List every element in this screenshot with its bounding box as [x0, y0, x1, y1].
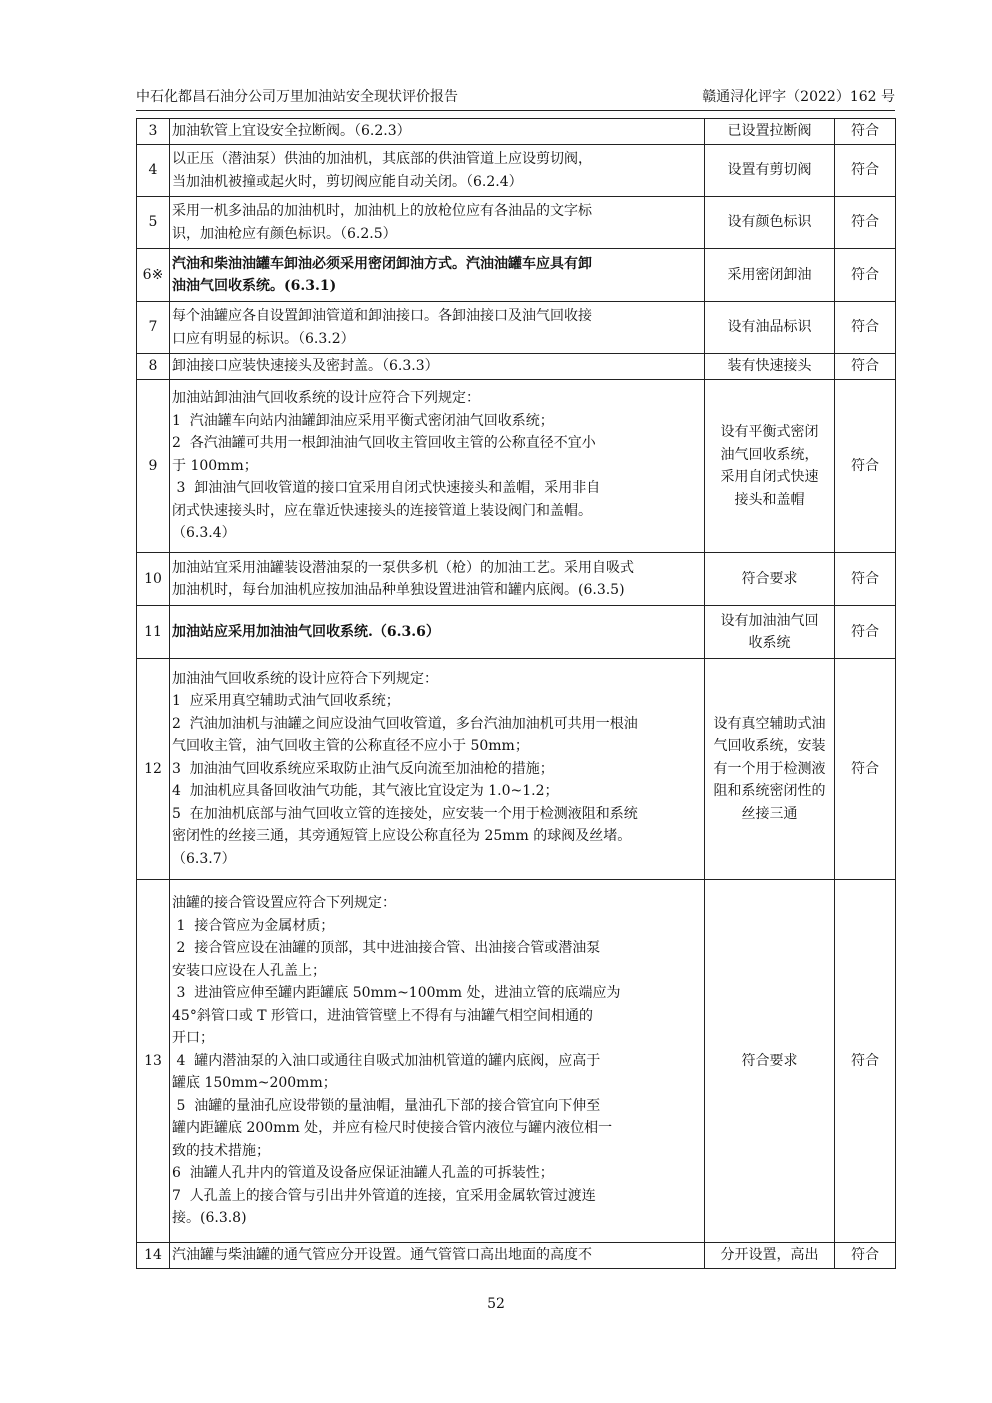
result-cell: 符合 — [835, 249, 896, 302]
result-cell: 符合 — [835, 380, 896, 553]
row-number: 6※ — [137, 249, 170, 302]
result-cell: 符合 — [835, 197, 896, 249]
situation-line: 丝接三通 — [741, 805, 798, 822]
requirement-line: 加油机时，每台加油机应按加油品种单独设置进油管和罐内底阀。(6.3.5) — [172, 582, 625, 598]
requirement-line: 5 在加油机底部与油气回收立管的连接处，应安装一个用于检测液阻和系统 — [172, 805, 638, 822]
actual-situation-cell — [705, 302, 835, 354]
actual-situation-cell — [705, 145, 835, 197]
requirement-line: 1 汽油罐车向站内油罐卸油应采用平衡式密闭油气回收系统； — [172, 412, 554, 429]
result-cell: 符合 — [835, 354, 896, 380]
inspection-table — [136, 118, 896, 1269]
requirement-line: 油油气回收系统。(6.3.1) — [172, 278, 337, 294]
requirement-line: 安装口应设在人孔盖上； — [172, 962, 326, 979]
requirement-line: 口应有明显的标识。（6.3.2） — [172, 330, 355, 347]
requirement-line: 汽油和柴油油罐车卸油必须采用密闭卸油方式。汽油油罐车应具有卸 — [172, 255, 592, 272]
actual-situation-cell — [705, 606, 835, 659]
table-row — [137, 119, 896, 145]
requirement-line: 3 进油管应伸至罐内距罐底 50mm~100mm 处，进油立管的底端应为 — [172, 985, 621, 1002]
requirement-line: 加油软管上宜设安全拉断阀。（6.2.3） — [172, 123, 411, 140]
row-number: 5 — [137, 197, 170, 249]
requirement-line: 2 接合管应设在油罐的顶部，其中进油接合管、出油接合管或潜油泵 — [172, 940, 601, 957]
result-cell: 符合 — [835, 553, 896, 606]
table-row — [137, 302, 896, 354]
requirement-line: 汽油罐与柴油罐的通气管应分开设置。通气管管口高出地面的高度不 — [172, 1247, 592, 1264]
table-row — [137, 145, 896, 197]
requirement-line: 加油站卸油油气回收系统的设计应符合下列规定： — [172, 390, 480, 407]
row-number: 3 — [137, 119, 170, 145]
situation-line: 气回收系统，安装 — [713, 738, 826, 755]
page-number: 52 — [487, 1296, 505, 1312]
situation-line: 油气回收系统， — [720, 446, 819, 463]
actual-situation-cell — [705, 380, 835, 553]
requirement-cell — [170, 119, 705, 145]
table-row — [137, 197, 896, 249]
table-row — [137, 354, 896, 380]
requirement-line: 3 卸油油气回收管道的接口宜采用自闭式快速接头和盖帽，采用非自 — [172, 480, 601, 497]
requirement-line: 接。(6.3.8) — [172, 1210, 247, 1227]
requirement-line: 开口； — [172, 1030, 214, 1047]
requirement-line: 3 加油油气回收系统应采取防止油气反向流至加油枪的措施； — [172, 760, 554, 777]
requirement-line: 采用一机多油品的加油机时，加油机上的放枪位应有各油品的文字标 — [172, 203, 592, 219]
requirement-cell — [170, 354, 705, 380]
actual-situation-cell — [705, 1243, 835, 1269]
table-row — [137, 249, 896, 302]
requirement-line: 2 各汽油罐可共用一根卸油油气回收主管回收主管的公称直径不宜小 — [172, 435, 596, 452]
requirement-line: 2 汽油加油机与油罐之间应设油气回收管道，多台汽油加油机可共用一根油 — [172, 715, 638, 732]
situation-line: 设有颜色标识 — [727, 214, 812, 231]
actual-situation-cell — [705, 553, 835, 606]
requirement-line: 于 100mm； — [172, 457, 258, 474]
requirement-line: 油罐的接合管设置应符合下列规定： — [172, 895, 396, 912]
requirement-line: 6 油罐人孔井内的管道及设备应保证油罐人孔盖的可拆装性； — [172, 1165, 554, 1182]
requirement-line: 卸油接口应装快速接头及密封盖。（6.3.3） — [172, 358, 439, 375]
requirement-line: 7 人孔盖上的接合管与引出井外管道的连接，宜采用金属软管过渡连 — [172, 1187, 596, 1204]
row-number: 9 — [137, 380, 170, 553]
row-number: 7 — [137, 302, 170, 354]
requirement-line: 1 应采用真空辅助式油气回收系统； — [172, 693, 400, 710]
row-number: 14 — [137, 1243, 170, 1269]
row-number: 13 — [137, 880, 170, 1243]
requirement-cell — [170, 249, 705, 302]
situation-line: 设有加油油气回 — [720, 612, 819, 629]
result-cell: 符合 — [835, 659, 896, 880]
requirement-line: 每个油罐应各自设置卸油管道和卸油接口。各卸油接口及油气回收接 — [172, 308, 592, 324]
requirement-line: 45°斜管口或 T 形管口，进油管管壁上不得有与油罐气相空间相通的 — [172, 1007, 594, 1024]
row-number: 4 — [137, 145, 170, 197]
requirement-line: 加油油气回收系统的设计应符合下列规定： — [172, 670, 438, 687]
table-row — [137, 880, 896, 1243]
requirement-line: 5 油罐的量油孔应设带锁的量油帽，量油孔下部的接合管宜向下伸至 — [172, 1097, 601, 1114]
situation-line: 接头和盖帽 — [734, 491, 805, 508]
table-body — [137, 119, 896, 1269]
requirement-line: 4 罐内潜油泵的入油口或通往自吸式加油机管道的罐内底阀，应高于 — [172, 1052, 601, 1069]
actual-situation-cell — [705, 119, 835, 145]
requirement-line: 4 加油机应具备回收油气功能，其气液比宜设定为 1.0~1.2； — [172, 783, 559, 800]
requirement-line: 识，加油枪应有颜色标识。（6.2.5） — [172, 225, 397, 242]
requirement-line: （6.3.4） — [172, 525, 236, 542]
requirement-cell — [170, 380, 705, 553]
situation-line: 设有真空辅助式油 — [713, 715, 826, 732]
requirement-line: 致的技术措施； — [172, 1142, 270, 1159]
situation-line: 已设置拉断阀 — [727, 123, 812, 140]
requirement-cell — [170, 302, 705, 354]
actual-situation-cell — [705, 249, 835, 302]
requirement-line: 罐底 150mm~200mm； — [172, 1075, 337, 1092]
result-cell: 符合 — [835, 880, 896, 1243]
actual-situation-cell — [705, 197, 835, 249]
situation-line: 分开设置，高出 — [720, 1247, 819, 1264]
report-title: 中石化都昌石油分公司万里加油站安全现状评价报告 — [136, 89, 458, 105]
requirement-line: 闭式快速接头时，应在靠近快速接头的连接管道上装设阀门和盖帽。 — [172, 502, 592, 519]
requirement-cell — [170, 145, 705, 197]
situation-line: 设置有剪切阀 — [727, 162, 812, 179]
page-header — [136, 84, 895, 111]
requirement-line: 当加油机被撞或起火时，剪切阀应能自动关闭。（6.2.4） — [172, 173, 523, 190]
situation-line: 装有快速接头 — [727, 358, 812, 375]
requirement-line: 1 接合管应为金属材质； — [172, 917, 335, 934]
requirement-line: （6.3.7） — [172, 850, 236, 867]
requirement-cell — [170, 606, 705, 659]
table-row — [137, 1243, 896, 1269]
situation-line: 设有平衡式密闭 — [720, 424, 819, 440]
actual-situation-cell — [705, 880, 835, 1243]
row-number: 12 — [137, 659, 170, 880]
table-row — [137, 553, 896, 606]
situation-line: 符合要求 — [741, 1052, 798, 1069]
result-cell: 符合 — [835, 119, 896, 145]
requirement-line: 加油站宜采用油罐装设潜油泵的一泵供多机（枪）的加油工艺。采用自吸式 — [172, 559, 634, 576]
table-row — [137, 380, 896, 553]
table-row — [137, 659, 896, 880]
requirement-cell — [170, 1243, 705, 1269]
requirement-cell — [170, 197, 705, 249]
situation-line: 阻和系统密闭性的 — [713, 783, 826, 800]
result-cell: 符合 — [835, 1243, 896, 1269]
result-cell: 符合 — [835, 145, 896, 197]
requirement-line: 加油站应采用加油油气回收系统.（6.3.6） — [172, 623, 440, 640]
requirement-cell — [170, 659, 705, 880]
actual-situation-cell — [705, 354, 835, 380]
situation-line: 符合要求 — [741, 570, 798, 587]
table-row — [137, 606, 896, 659]
requirement-line: 以正压（潜油泵）供油的加油机，其底部的供油管道上应设剪切阀， — [172, 151, 592, 167]
requirement-cell — [170, 880, 705, 1243]
result-cell: 符合 — [835, 302, 896, 354]
situation-line: 设有油品标识 — [727, 319, 812, 336]
row-number: 11 — [137, 606, 170, 659]
situation-line: 采用密闭卸油 — [727, 266, 812, 283]
actual-situation-cell — [705, 659, 835, 880]
requirement-line: 罐内距罐底 200mm 处，并应有检尺时使接合管内液位与罐内液位相一 — [172, 1120, 613, 1137]
requirement-line: 密闭性的丝接三通，其旁通短管上应设公称直径为 25mm 的球阀及丝堵。 — [172, 828, 632, 845]
situation-line: 收系统 — [748, 635, 791, 651]
document-number: 赣通浔化评字（2022）162 号 — [702, 89, 895, 105]
requirement-line: 气回收主管，油气回收主管的公称直径不应小于 50mm； — [172, 738, 529, 755]
row-number: 8 — [137, 354, 170, 380]
situation-line: 采用自闭式快速 — [720, 469, 819, 485]
situation-line: 有一个用于检测液 — [713, 760, 826, 777]
row-number: 10 — [137, 553, 170, 606]
requirement-cell — [170, 553, 705, 606]
result-cell: 符合 — [835, 606, 896, 659]
